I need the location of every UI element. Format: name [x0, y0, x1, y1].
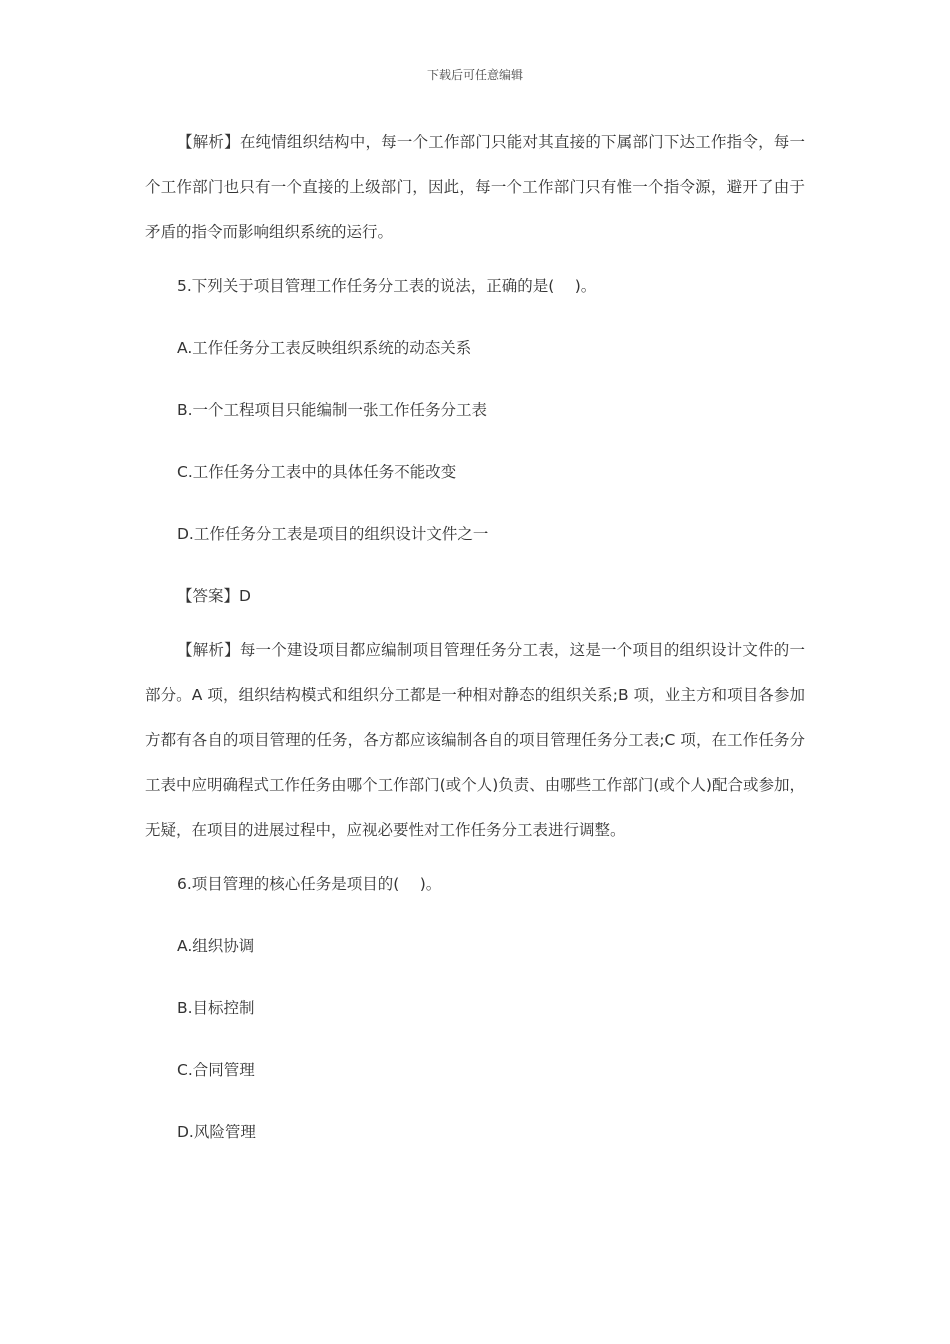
q5-option-b: B.一个工程项目只能编制一张工作任务分工表	[177, 401, 488, 419]
q5-option-a: A.工作任务分工表反映组织系统的动态关系	[177, 339, 472, 357]
q6-option-c: C.合同管理	[177, 1061, 255, 1079]
q6-option-a: A.组织协调	[177, 937, 255, 955]
page-header: 下载后可任意编辑	[426, 68, 523, 82]
analysis-q4: 【解析】在纯情组织结构中，每一个工作部门只能对其直接的下属部门下达工作指令，每一个工作部门也只有一个直接的上级部门，因此，每一个工作部门只有惟一个指令源，避开了由于矛盾的指令而影响组织系统的运行。	[145, 133, 805, 241]
q5-option-c: C.工作任务分工表中的具体任务不能改变	[177, 463, 457, 481]
question-5: 5.下列关于项目管理工作任务分工表的说法，正确的是( )。	[177, 277, 597, 295]
document-body	[145, 120, 805, 1143]
q6-option-d: D.风险管理	[177, 1123, 256, 1141]
q5-answer: 【答案】D	[177, 587, 251, 605]
analysis-q5: 【解析】每一个建设项目都应编制项目管理任务分工表，这是一个项目的组织设计文件的一部分。A 项，组织结构模式和组织分工都是一种相对静态的组织关系;B 项，业主方和项目各参加方都有各自的项目管理的任务，各方都应该编制各自的项目管理任务分工表;C 项，在工作任务分工表中应明确程式工作任务由哪个工作部门(或个人)负责、由哪些工作部门(或个人)配合或参加，无疑，在项目的进展过程中，应视必要性对工作任务分工表进行调整。	[145, 641, 805, 839]
question-6: 6.项目管理的核心任务是项目的( )。	[177, 875, 442, 893]
q5-option-d: D.工作任务分工表是项目的组织设计文件之一	[177, 525, 489, 543]
q6-option-b: B.目标控制	[177, 999, 255, 1017]
